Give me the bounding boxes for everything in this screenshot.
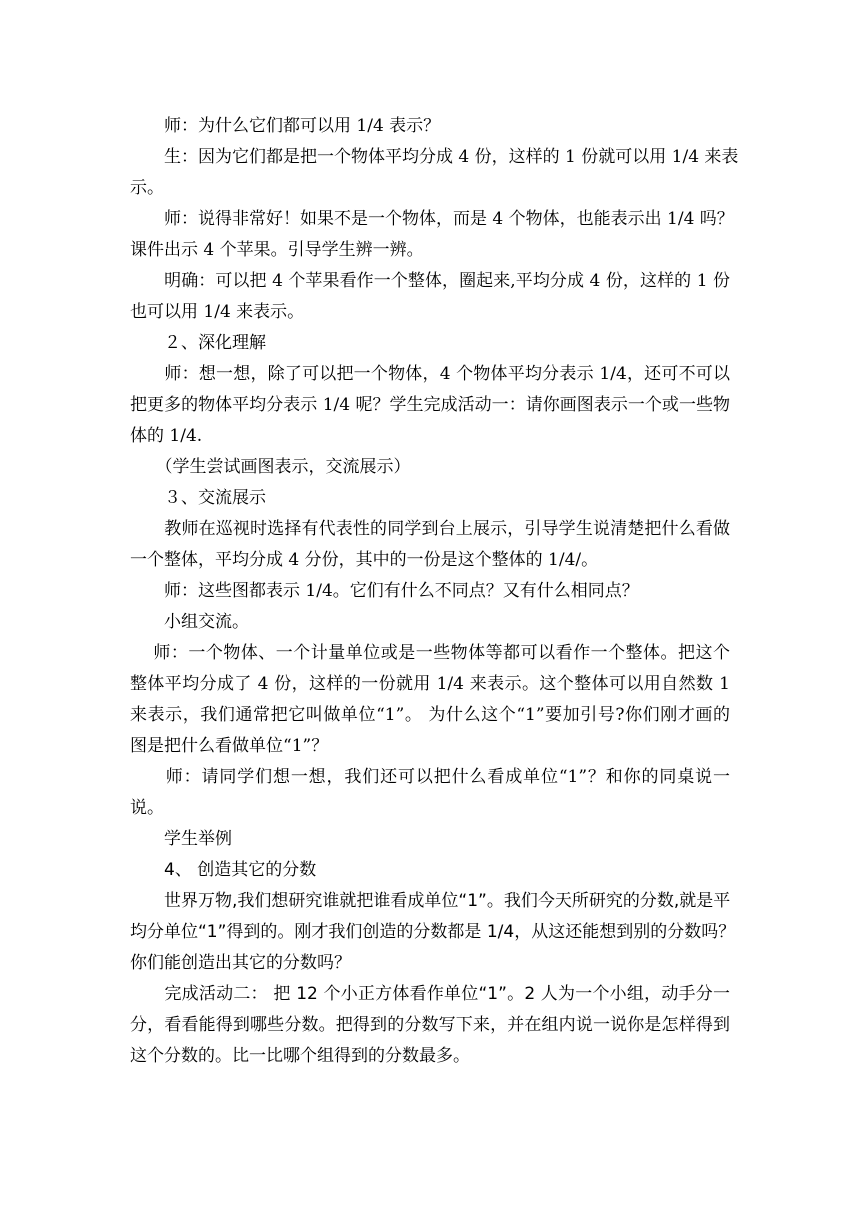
text-line: 师：这些图都表示 1/4。它们有什么不同点？又有什么相同点？ [130, 581, 639, 601]
text-line: ３、交流展示 [130, 488, 266, 508]
text-line: 你们能创造出其它的分数吗？ [130, 953, 351, 973]
section-heading-exchange [130, 483, 730, 514]
text-line: 明确：可以把 4 个苹果看作一个整体，圈起来,平均分成 4 份，这样的 1 份 [130, 271, 730, 291]
paragraph-clarify [130, 266, 730, 328]
text-line: 小组交流。 [130, 612, 249, 632]
text-line: 教师在巡视时选择有代表性的同学到台上展示，引导学生说清楚把什么看做 [130, 519, 730, 539]
text-line: 生：因为它们都是把一个物体平均分成 4 份，这样的 1 份就可以用 1/4 来表 [130, 147, 739, 167]
text-line: 示。 [130, 178, 164, 198]
paragraph-think-unit [130, 762, 730, 824]
text-line: （学生尝试画图表示，交流展示） [130, 457, 411, 477]
paragraph-student-examples [130, 824, 730, 855]
text-line: 来表示，我们通常把它叫做单位“1”。 为什么这个“1”要加引号?你们刚才画的 [130, 705, 730, 725]
text-line: 体的 1/4. [130, 426, 203, 446]
text-line: 均分单位“1”得到的。刚才我们创造的分数都是 1/4，从这还能想到别的分数吗？ [130, 922, 736, 942]
paragraph-teacher-praise [130, 204, 734, 266]
text-line: ２、深化理解 [130, 333, 266, 353]
text-line: 师：一个物体、一个计量单位或是一些物体等都可以看作一个整体。把这个 [130, 643, 730, 663]
paragraph-differences [130, 576, 730, 607]
text-line: 师：说得非常好！如果不是一个物体，而是 4 个物体，也能表示出 1/4 吗？ [130, 209, 734, 229]
text-line: 整体平均分成了 4 份，这样的一份就用 1/4 来表示。这个整体可以用自然数 1 [130, 674, 730, 694]
paragraph-teacher-patrol [130, 514, 730, 576]
text-line: 图是把什么看做单位“1”？ [130, 736, 329, 756]
text-line: 把更多的物体平均分表示 1/4 呢？学生完成活动一：请你画图表示一个或一些物 [130, 395, 730, 415]
text-line: 完成活动二： 把 12 个小正方体看作单位“1”。2 人为一个小组，动手分一 [130, 984, 730, 1004]
text-line: 课件出示 4 个苹果。引导学生辨一辨。 [130, 240, 424, 260]
paragraph-teacher-question [130, 111, 730, 142]
paragraph-world [130, 886, 736, 979]
section-heading-create [130, 855, 730, 886]
text-line: 分，看看能得到哪些分数。把得到的分数写下来，并在组内说一说你是怎样得到 [130, 1015, 730, 1035]
text-line: 这个分数的。比一比哪个组得到的分数最多。 [130, 1046, 470, 1066]
text-line: 学生举例 [130, 829, 232, 849]
text-line: 说。 [130, 798, 164, 818]
paragraph-student-try [130, 452, 730, 483]
text-line: 师：想一想，除了可以把一个物体，4 个物体平均分表示 1/4，还可不可以 [130, 364, 730, 384]
paragraph-student-answer [130, 142, 739, 204]
paragraph-think [130, 359, 730, 452]
text-line: 师：请同学们想一想，我们还可以把什么看成单位“1”？和你的同桌说一 [130, 767, 730, 787]
paragraph-unit-one [130, 638, 730, 762]
text-line: 师：为什么它们都可以用 1/4 表示？ [130, 116, 441, 136]
text-line: 也可以用 1/4 来表示。 [130, 302, 305, 322]
text-line: 一个整体，平均分成 4 分份，其中的一份是这个整体的 1/4/。 [130, 550, 599, 570]
section-heading-deepen [130, 328, 730, 359]
text-line: 4、 创造其它的分数 [130, 860, 317, 880]
paragraph-activity-two [130, 979, 730, 1072]
paragraph-group-exchange [130, 607, 730, 638]
text-line: 世界万物,我们想研究谁就把谁看成单位“1”。我们今天所研究的分数,就是平 [130, 891, 731, 911]
